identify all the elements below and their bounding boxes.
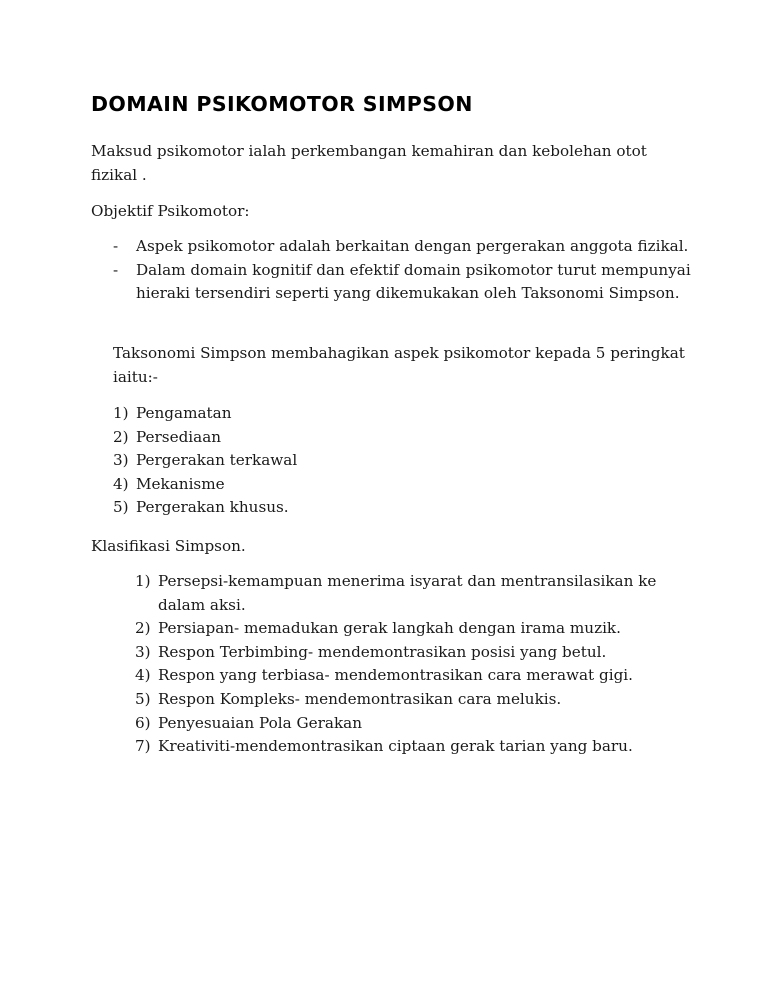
list-item [91, 402, 691, 426]
list-marker: 4) [135, 666, 151, 685]
list-item-text: Aspek psikomotor adalah berkaitan dengan pergerakan anggota fizikal. [136, 237, 689, 255]
list-item-text: Pergerakan terkawal [136, 451, 298, 470]
list-item [113, 712, 688, 736]
classification-heading: Klasifikasi Simpson. [91, 537, 246, 555]
list-marker: - [113, 237, 119, 255]
list-marker: 7) [135, 737, 151, 756]
list-marker: 3) [113, 451, 129, 470]
list-marker: 6) [135, 713, 151, 732]
list-marker: - [113, 260, 119, 279]
list-item [113, 735, 688, 759]
list-item-text: Mekanisme [136, 474, 225, 493]
list-item-text: Respon yang terbiasa- mendemontrasikan cara merawat gigi. [158, 666, 633, 685]
list-item-text: Pergerakan khusus. [136, 498, 289, 517]
list-item [113, 664, 688, 688]
list-marker: 2) [113, 427, 129, 446]
list-item-text: Penyesuaian Pola Gerakan [158, 713, 362, 732]
list-item [91, 449, 691, 473]
list-item-text: Persepsi-kemampuan menerima isyarat dan mentransilasikan ke dalam aksi. [158, 572, 657, 614]
list-item-text: Pengamatan [136, 404, 232, 422]
list-item-text: Persiapan- memadukan gerak langkah dengan irama muzik. [158, 619, 621, 638]
list-item [91, 496, 691, 520]
classification-list [113, 570, 688, 759]
list-marker: 1) [113, 404, 129, 422]
list-item [91, 473, 691, 497]
list-item [91, 259, 691, 306]
levels-list [91, 402, 691, 520]
taxonomy-intro-paragraph: Taksonomi Simpson membahagikan aspek psikomotor kepada 5 peringkat iaitu:- [113, 344, 685, 386]
list-item [91, 235, 691, 259]
list-item-text: Respon Kompleks- mendemontrasikan cara melukis. [158, 689, 562, 708]
objective-heading: Objektif Psikomotor: [91, 202, 250, 220]
list-marker: 2) [135, 619, 151, 638]
list-item-text: Dalam domain kognitif dan efektif domain psikomotor turut mempunyai hieraki tersendiri seperti yang dikemukakan oleh Taksonomi Simpson. [136, 260, 691, 303]
list-item-text: Persediaan [136, 427, 222, 446]
list-marker: 1) [135, 572, 151, 590]
list-marker: 5) [113, 498, 129, 517]
list-item [113, 617, 688, 641]
intro-paragraph: Maksud psikomotor ialah perkembangan kemahiran dan kebolehan otot fizikal . [91, 142, 647, 184]
list-item [91, 426, 691, 450]
objective-list [91, 235, 691, 306]
list-item [113, 570, 688, 617]
list-marker: 3) [135, 642, 151, 661]
list-item-text: Respon Terbimbing- mendemontrasikan posisi yang betul. [158, 642, 607, 661]
list-marker: 4) [113, 474, 129, 493]
list-item [113, 688, 688, 712]
list-item-text: Kreativiti-mendemontrasikan ciptaan gerak tarian yang baru. [158, 737, 633, 756]
page-title: DOMAIN PSIKOMOTOR SIMPSON [91, 92, 473, 116]
list-item [113, 641, 688, 665]
list-marker: 5) [135, 689, 151, 708]
